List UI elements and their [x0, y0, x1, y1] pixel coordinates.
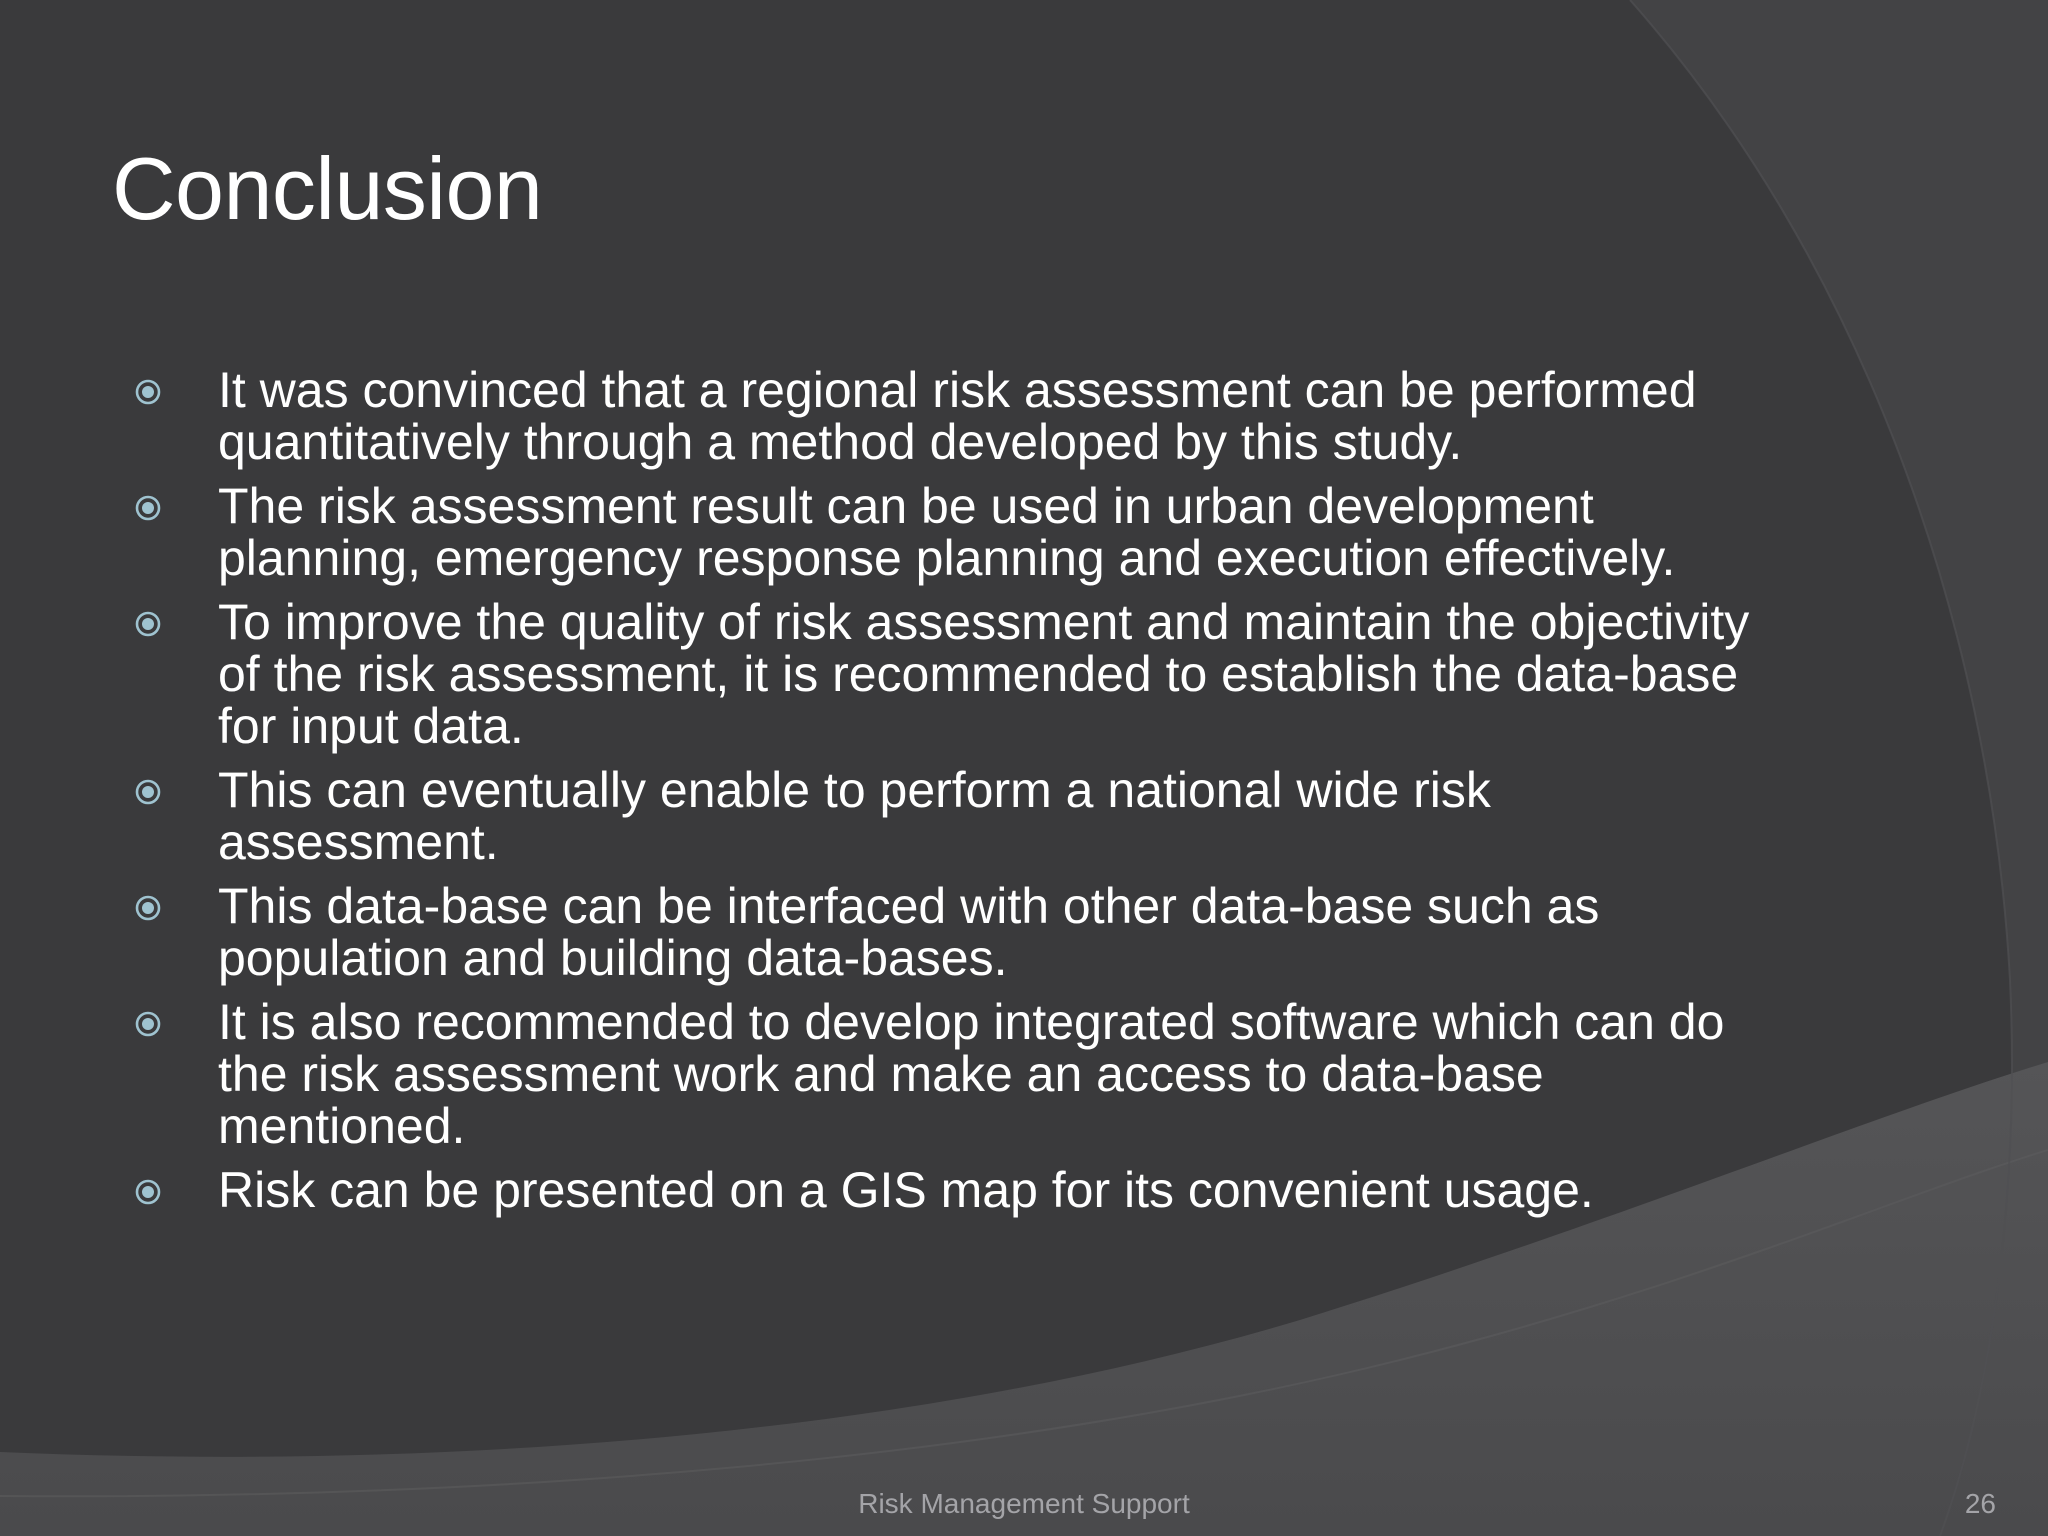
circled-dot-icon: [135, 779, 161, 805]
bullet-item: [130, 1164, 1750, 1216]
bullet-item: [130, 996, 1750, 1152]
footer-label: Risk Management Support: [858, 1488, 1190, 1519]
circled-dot-icon: [135, 379, 161, 405]
bullet-text: To improve the quality of risk assessment and maintain the objectivity of the risk assessment, it is recommended to establish the data-base for input data.: [218, 594, 1750, 754]
bullet-item: [130, 596, 1750, 752]
bullet-list: [130, 364, 1750, 1228]
bullet-text: This can eventually enable to perform a national wide risk assessment.: [218, 762, 1491, 870]
circled-dot-icon: [135, 1011, 161, 1037]
circled-dot-icon: [135, 611, 161, 637]
bullet-item: [130, 880, 1750, 984]
circled-dot-icon: [135, 1179, 161, 1205]
slide-number: 26: [1964, 1488, 1996, 1519]
bullet-item: [130, 364, 1750, 468]
bullet-text: Risk can be presented on a GIS map for its convenient usage.: [218, 1162, 1594, 1218]
bullet-item: [130, 480, 1750, 584]
bullet-text: The risk assessment result can be used in urban development planning, emergency response planning and execution effectively.: [218, 478, 1676, 586]
circled-dot-icon: [135, 495, 161, 521]
bullet-text: It is also recommended to develop integrated software which can do the risk assessment work and make an access to data-base mentioned.: [218, 994, 1725, 1154]
bullet-item: [130, 764, 1750, 868]
slide-title: Conclusion: [112, 139, 543, 238]
circled-dot-icon: [135, 895, 161, 921]
bullet-text: This data-base can be interfaced with other data-base such as population and building data-bases.: [218, 878, 1600, 986]
bullet-text: It was convinced that a regional risk assessment can be performed quantitatively through a method developed by this study.: [218, 362, 1697, 470]
